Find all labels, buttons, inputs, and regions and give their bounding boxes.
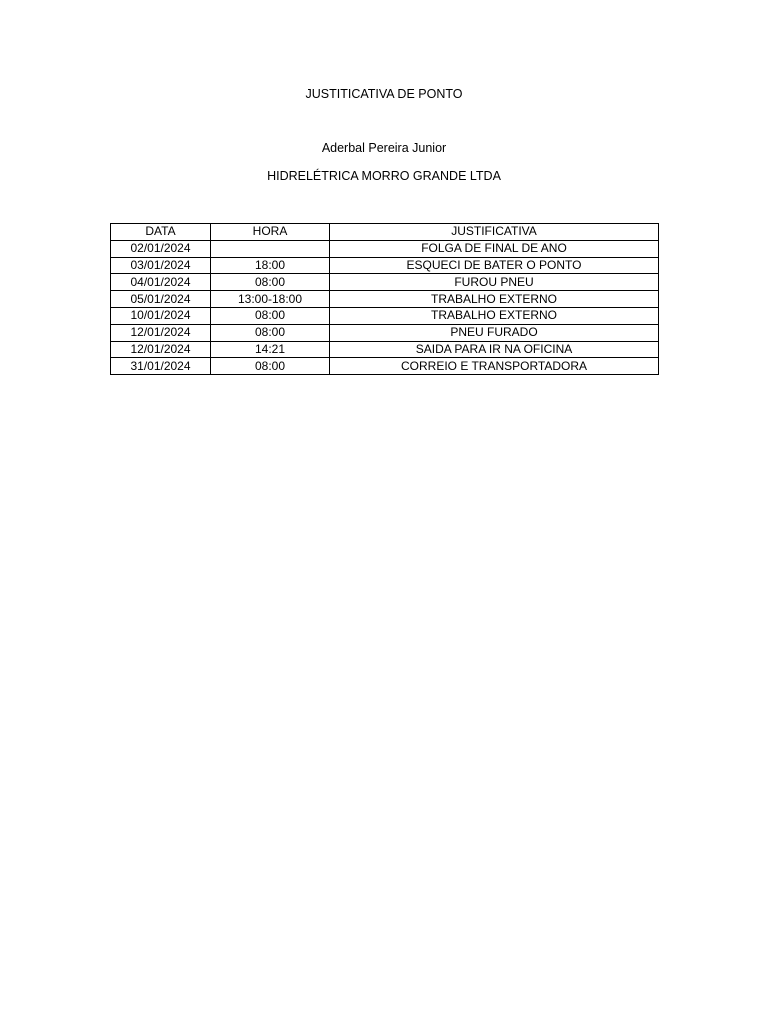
cell-hour xyxy=(211,240,330,257)
cell-date: 03/01/2024 xyxy=(111,257,211,274)
table-row xyxy=(111,307,659,324)
cell-hour: 14:21 xyxy=(211,341,330,358)
cell-justification: PNEU FURADO xyxy=(330,324,659,341)
cell-date: 31/01/2024 xyxy=(111,358,211,375)
header-hour: HORA xyxy=(211,224,330,241)
cell-date: 05/01/2024 xyxy=(111,291,211,308)
cell-hour: 08:00 xyxy=(211,274,330,291)
cell-date: 02/01/2024 xyxy=(111,240,211,257)
cell-justification: FUROU PNEU xyxy=(330,274,659,291)
header-date: DATA xyxy=(111,224,211,241)
header-justification: JUSTIFICATIVA xyxy=(330,224,659,241)
cell-justification: FOLGA DE FINAL DE ANO xyxy=(330,240,659,257)
justification-table xyxy=(110,223,659,375)
cell-justification: CORREIO E TRANSPORTADORA xyxy=(330,358,659,375)
table-row xyxy=(111,324,659,341)
table-row xyxy=(111,240,659,257)
cell-justification: TRABALHO EXTERNO xyxy=(330,307,659,324)
cell-justification: TRABALHO EXTERNO xyxy=(330,291,659,308)
company-name: HIDRELÉTRICA MORRO GRANDE LTDA xyxy=(267,169,501,183)
cell-hour: 08:00 xyxy=(211,358,330,375)
cell-hour: 08:00 xyxy=(211,324,330,341)
cell-justification: ESQUECI DE BATER O PONTO xyxy=(330,257,659,274)
cell-date: 10/01/2024 xyxy=(111,307,211,324)
table-row xyxy=(111,257,659,274)
cell-date: 12/01/2024 xyxy=(111,324,211,341)
table-row xyxy=(111,274,659,291)
table-header-row xyxy=(111,224,659,241)
cell-date: 12/01/2024 xyxy=(111,341,211,358)
cell-hour: 13:00-18:00 xyxy=(211,291,330,308)
document-title: JUSTITICATIVA DE PONTO xyxy=(305,87,463,101)
employee-name: Aderbal Pereira Junior xyxy=(321,141,447,155)
cell-hour: 08:00 xyxy=(211,307,330,324)
table-row xyxy=(111,341,659,358)
table-row xyxy=(111,358,659,375)
table-row xyxy=(111,291,659,308)
cell-hour: 18:00 xyxy=(211,257,330,274)
cell-justification: SAIDA PARA IR NA OFICINA xyxy=(330,341,659,358)
cell-date: 04/01/2024 xyxy=(111,274,211,291)
